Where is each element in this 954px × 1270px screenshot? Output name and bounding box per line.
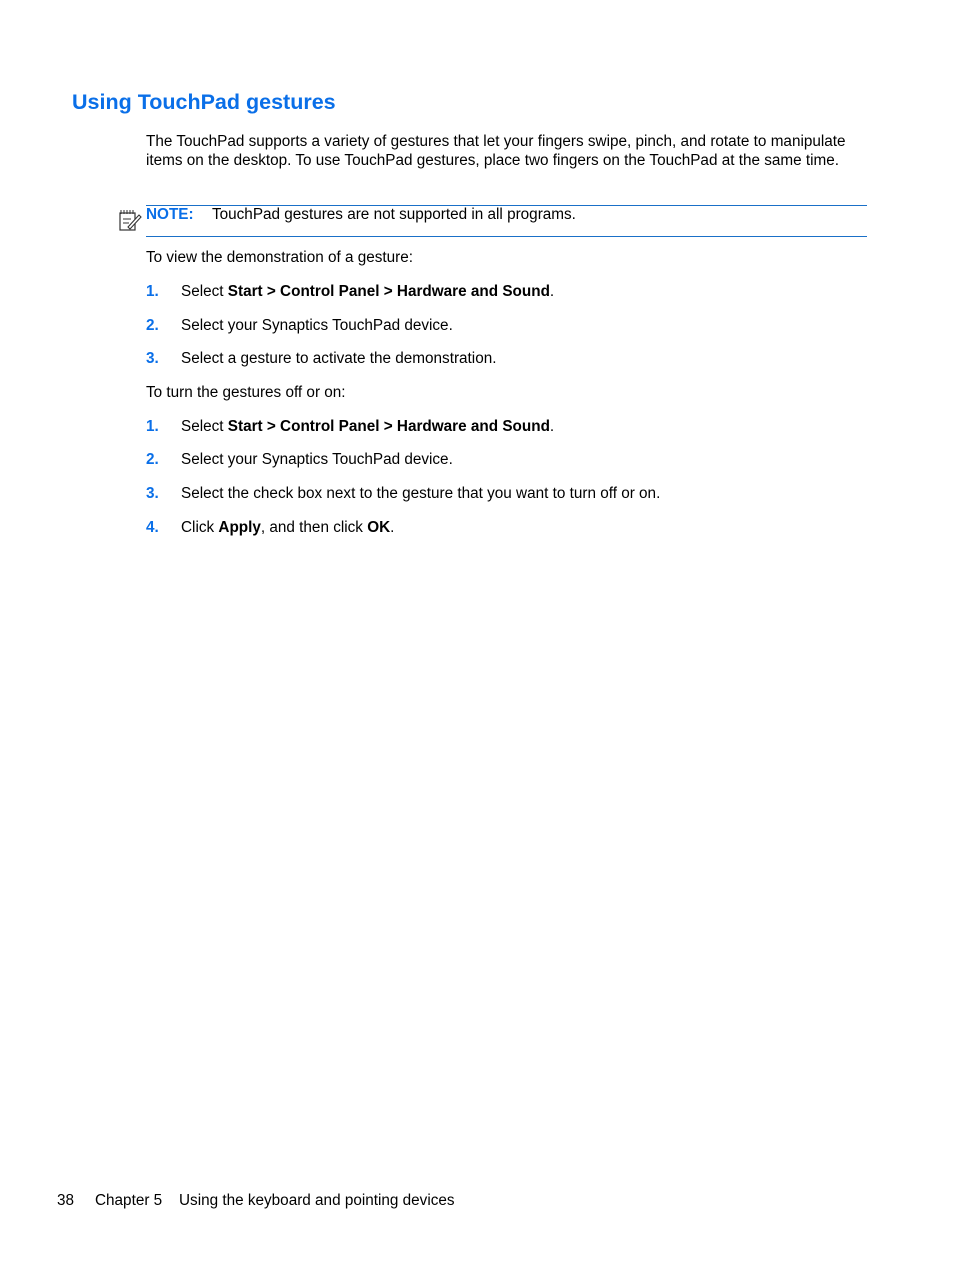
step-text: Select Start > Control Panel > Hardware and Sound. [181,283,555,300]
note-pencil-icon [118,208,142,232]
note-box [146,205,867,237]
step-number: 2. [146,317,159,334]
step-number: 3. [146,485,159,502]
step-text: Select the check box next to the gesture that you want to turn off or on. [181,485,661,502]
demo-lead: To view the demonstration of a gesture: [146,249,413,266]
step-text: Select your Synaptics TouchPad device. [181,451,453,468]
step-text: Select a gesture to activate the demonstration. [181,350,497,367]
step-number: 1. [146,418,159,435]
step-number: 4. [146,519,159,536]
intro-paragraph: The TouchPad supports a variety of gestures that let your fingers swipe, pinch, and rotate to manipulate items on the desktop. To use TouchPad gestures, place two fingers on the TouchPad at the same time. [146,133,846,169]
footer-chapter-title: Using the keyboard and pointing devices [179,1192,455,1209]
toggle-lead: To turn the gestures off or on: [146,384,346,401]
step-text: Select your Synaptics TouchPad device. [181,317,453,334]
step-text: Click Apply, and then click OK. [181,519,395,536]
note-label: NOTE: [146,206,194,223]
note-text: TouchPad gestures are not supported in all programs. [212,206,576,223]
step-number: 3. [146,350,159,367]
page-number: 38 [57,1192,75,1209]
page-title: Using TouchPad gestures [72,90,336,114]
step-text: Select Start > Control Panel > Hardware and Sound. [181,418,555,435]
step-number: 1. [146,283,159,300]
footer-chapter: Chapter 5 [95,1192,163,1209]
step-number: 2. [146,451,159,468]
